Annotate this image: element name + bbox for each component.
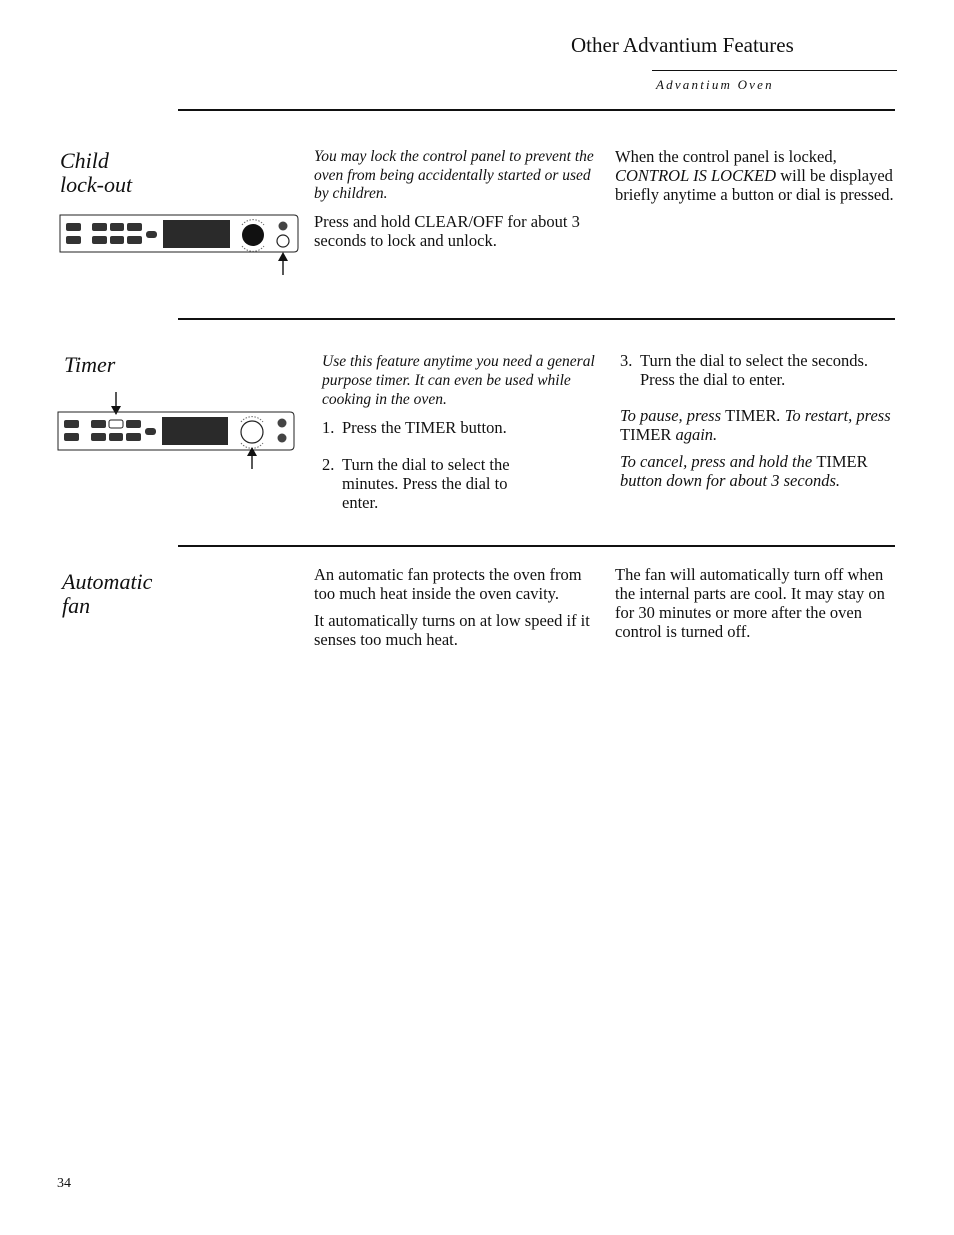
title-rule bbox=[652, 70, 897, 71]
panel-round-button bbox=[279, 222, 288, 231]
child-lockout-heading: Child lock-out bbox=[60, 148, 133, 197]
panel-button bbox=[126, 420, 141, 428]
arrow-up-icon bbox=[278, 252, 288, 275]
panel-button bbox=[109, 433, 123, 441]
panel-button bbox=[146, 231, 157, 238]
child-lockout-col2: When the control panel is locked, CONTROL IS LOCKED will be displayed briefly anytime a button or dial is pressed. bbox=[615, 147, 894, 204]
control-panel-illustration bbox=[58, 212, 302, 278]
panel-button bbox=[64, 433, 79, 441]
panel-button bbox=[110, 223, 124, 231]
automatic-fan-col1: An automatic fan protects the oven from too much heat inside the oven cavity. It automatically turns on at low speed if it senses too much heat. bbox=[314, 565, 590, 649]
timer-step-1: 1. Press the TIMER button. bbox=[322, 418, 507, 437]
timer-step-3: 3. Turn the dial to select the seconds. Press the dial to enter. bbox=[620, 351, 869, 389]
page-subtitle: Advantium Oven bbox=[656, 77, 774, 92]
panel-button bbox=[145, 428, 156, 435]
automatic-fan-col2: The fan will automatically turn off when the internal parts are cool. It may stay on for 30 minutes or more after the oven control is turned off. bbox=[615, 565, 885, 641]
panel-button bbox=[64, 420, 79, 428]
timer-col2: 3. Turn the dial to select the seconds. Press the dial to enter. To pause, press TIMER. To restart, press TIMER again. To cancel, press and hold the TIMER button down for about 3 seconds. bbox=[620, 351, 900, 498]
panel-display bbox=[163, 220, 230, 248]
panel-round-button bbox=[278, 419, 287, 428]
automatic-fan-heading: Automatic fan bbox=[62, 569, 153, 618]
timer-step-2: 2. Turn the dial to select the minutes. Press the dial to enter. bbox=[322, 455, 510, 512]
panel-button bbox=[66, 223, 81, 231]
panel-button bbox=[110, 236, 124, 244]
panel-button bbox=[126, 433, 141, 441]
panel-button bbox=[92, 223, 107, 231]
section-divider-automatic-fan bbox=[178, 545, 895, 547]
panel-button bbox=[92, 236, 107, 244]
timer-heading: Timer bbox=[64, 352, 116, 377]
panel-button bbox=[66, 236, 81, 244]
timer-panel-illustration bbox=[56, 390, 300, 472]
panel-button bbox=[127, 223, 142, 231]
section-divider-timer bbox=[178, 318, 895, 320]
section-divider-child-lockout bbox=[178, 109, 895, 111]
clear-off-button bbox=[277, 235, 289, 247]
timer-col1: Use this feature anytime you need a general purpose timer. It can even be used while cooking in the oven. 1. Press the TIMER button. 2. Turn the dial to select the minutes. Press the dial to enter. bbox=[322, 352, 602, 530]
timer-button bbox=[109, 420, 123, 428]
dial-icon bbox=[241, 421, 263, 443]
panel-button bbox=[127, 236, 142, 244]
panel-display bbox=[162, 417, 228, 445]
panel-button bbox=[91, 420, 106, 428]
page-number: 34 bbox=[57, 1176, 71, 1191]
child-lockout-col1: You may lock the control panel to prevent the oven from being accidentally started or used by children. Press and hold CLEAR/OFF for about 3 seconds to lock and unlock. bbox=[314, 148, 594, 250]
panel-round-button bbox=[278, 434, 287, 443]
page-title: Other Advantium Features bbox=[571, 33, 794, 57]
panel-button bbox=[91, 433, 106, 441]
dial-icon bbox=[242, 224, 264, 246]
